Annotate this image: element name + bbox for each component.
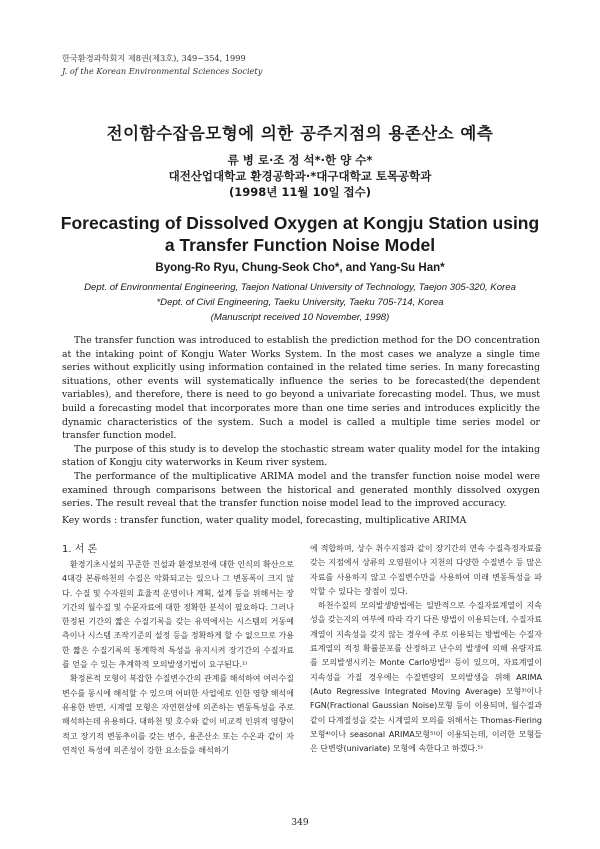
journal-name-english: J. of the Korean Environmental Sciences Society — [62, 66, 263, 76]
abstract — [62, 334, 540, 511]
korean-authors: 류 병 로·조 정 석*·한 양 수* — [227, 153, 373, 167]
body-paragraph: 하천수질의 모의발생방법에는 일반적으로 수질자료계열이 지속성을 갖는지의 여부에 따라 각기 다른 방법이 이용되는데, 수질자료계열이 지속성을 갖지 않는 경우에 주로 이용되는 방법에는 수질자료계열의 적정 확률분포를 산정하고 난수의 발생에 의해 유량자료를 모의발생시키는 Monte Carlo방법²⁾ 등이 있으며, 자료계열이 지속성을 가질 경우에는 수질변량의 모의발생을 위해 ARIMA (Auto Regressive Integrated Moving Average) 모형³⁾이나 FGN(Fractional Gaussian Noise)모형 등이 이용되며, 월수질과 같이 다계절성을 갖는 시계열의 모의를 위해서는 Thomas-Fiering모형⁴⁾이나 seasonal ARIMA모형⁵⁾이 이용되는데, 이러한 모형들은 단변량(univariate) 모형에 속한다고 하겠다.⁵⁾ — [310, 601, 542, 754]
section-heading-introduction: 1. 서 론 — [62, 544, 98, 555]
english-title-line-2: a Transfer Function Noise Model — [164, 235, 436, 255]
english-title — [0, 212, 600, 256]
abstract-paragraph-1: The transfer function was introduced to establish the prediction method for the DO concentration at the intaking point of Kongju Water Works System. In the most cases we analyze a single time series without explicitly using information contained in the related time series. In many forecasting situations, other events will systematically influence the series to be forecasted(the dependent variables), and therefore, there is need to go beyond a univariate forecasting model. Thus, we must build a forecasting model that incorporates more than one time series and introduces explicitly the dynamic characteristics of the system. Such a model is called a multiple time series model or transfer function model. — [62, 335, 540, 442]
abstract-paragraph-3: The performance of the multiplicative ARIMA model and the transfer function noise model were examined through comparisons between the historical and generated monthly dissolved oxygen series. The result reveal that the transfer function noise model lead to the improved accuracy. — [62, 470, 540, 510]
body-paragraph: 에 적합하며, 상수 취수지점과 같이 장기간의 연속 수질측정자료를 갖는 지점에서 상류의 오염원이나 지천의 다양한 수질변수 등 많은 자료를 사용하지 않고 수질변수만을 사용하여 미래 변동특성을 파악할 수 있다는 장점이 있다. — [310, 544, 542, 596]
body-column-left — [62, 542, 294, 758]
abstract-paragraph-2: The purpose of this study is to develop the stochastic stream water quality model for the intaking station of Kongju city waterworks in Keum river system. — [62, 443, 540, 469]
korean-received-date: (1998년 11월 10일 접수) — [228, 185, 372, 199]
body-column-right — [310, 542, 542, 756]
page-number: 349 — [291, 818, 309, 828]
affiliation-2: *Dept. of Civil Engineering, Taeku University, Taeku 705-714, Korea — [156, 297, 444, 308]
manuscript-received: (Manuscript received 10 November, 1998) — [210, 312, 390, 323]
affiliation-1: Dept. of Environmental Engineering, Taejon National University of Technology, Taejon 305-320, Korea — [84, 282, 516, 293]
english-affiliations — [0, 280, 600, 325]
english-authors: Byong-Ro Ryu, Chung-Seok Cho*, and Yang-Su Han* — [155, 262, 445, 274]
korean-affiliations: 대전산업대학교 환경공학과·*대구대학교 토목공학과 — [168, 169, 432, 183]
journal-header — [62, 52, 262, 78]
journal-citation-korean: 한국환경과학회지 제8권(제3호), 349~354, 1999 — [62, 53, 246, 63]
english-title-line-1: Forecasting of Dissolved Oxygen at Kongju Station using — [60, 213, 540, 233]
keywords: Key words : transfer function, water quality model, forecasting, multiplicative ARIMA — [62, 515, 467, 526]
body-paragraph: 확정론적 모형이 복잡한 수질변수간의 관계를 해석하여 여러수질 변수를 동시에 해석할 수 있으며 어떠한 사업에로 인한 영향 해석에 유용한 반면, 시계열 모형은 자연현상에 의존하는 변동특성을 주로 해석하는데 유용하다. 대하천 및 호수와 같이 비교적 인위적 영향이 적고 장기적 변동추이를 갖는 변수, 용존산소 또는 수온과 같이 자연적인 특성에 의존성이 강한 요소들을 해석하기 — [62, 674, 294, 755]
korean-title: 전이함수잡음모형에 의한 공주지점의 용존산소 예측 — [106, 124, 494, 143]
body-paragraph: 환경기초시설의 꾸준한 건설과 환경보전에 대한 인식의 확산으로 4대강 본류하천의 수질은 악화되고는 있으나 그 변동폭이 크지 않다. 수질 및 수자원의 효율적 운영이나 계획, 설계 등을 위해서는 장기간의 월수질 및 수문자료에 대한 정확한 분석이 필요하다. 그러나 한정된 기간의 짧은 수질기록을 갖는 유역에서는 시스템의 거동예측이나 시스템 조작기준의 설정 등을 정확하게 할 수 없으므로 가용한 짧은 수질기록의 통계학적 특성을 유지시켜 장기간의 수질자료를 얻을 수 있는 추계학적 모의발생기법이 요구된다.¹⁾ — [62, 560, 294, 670]
